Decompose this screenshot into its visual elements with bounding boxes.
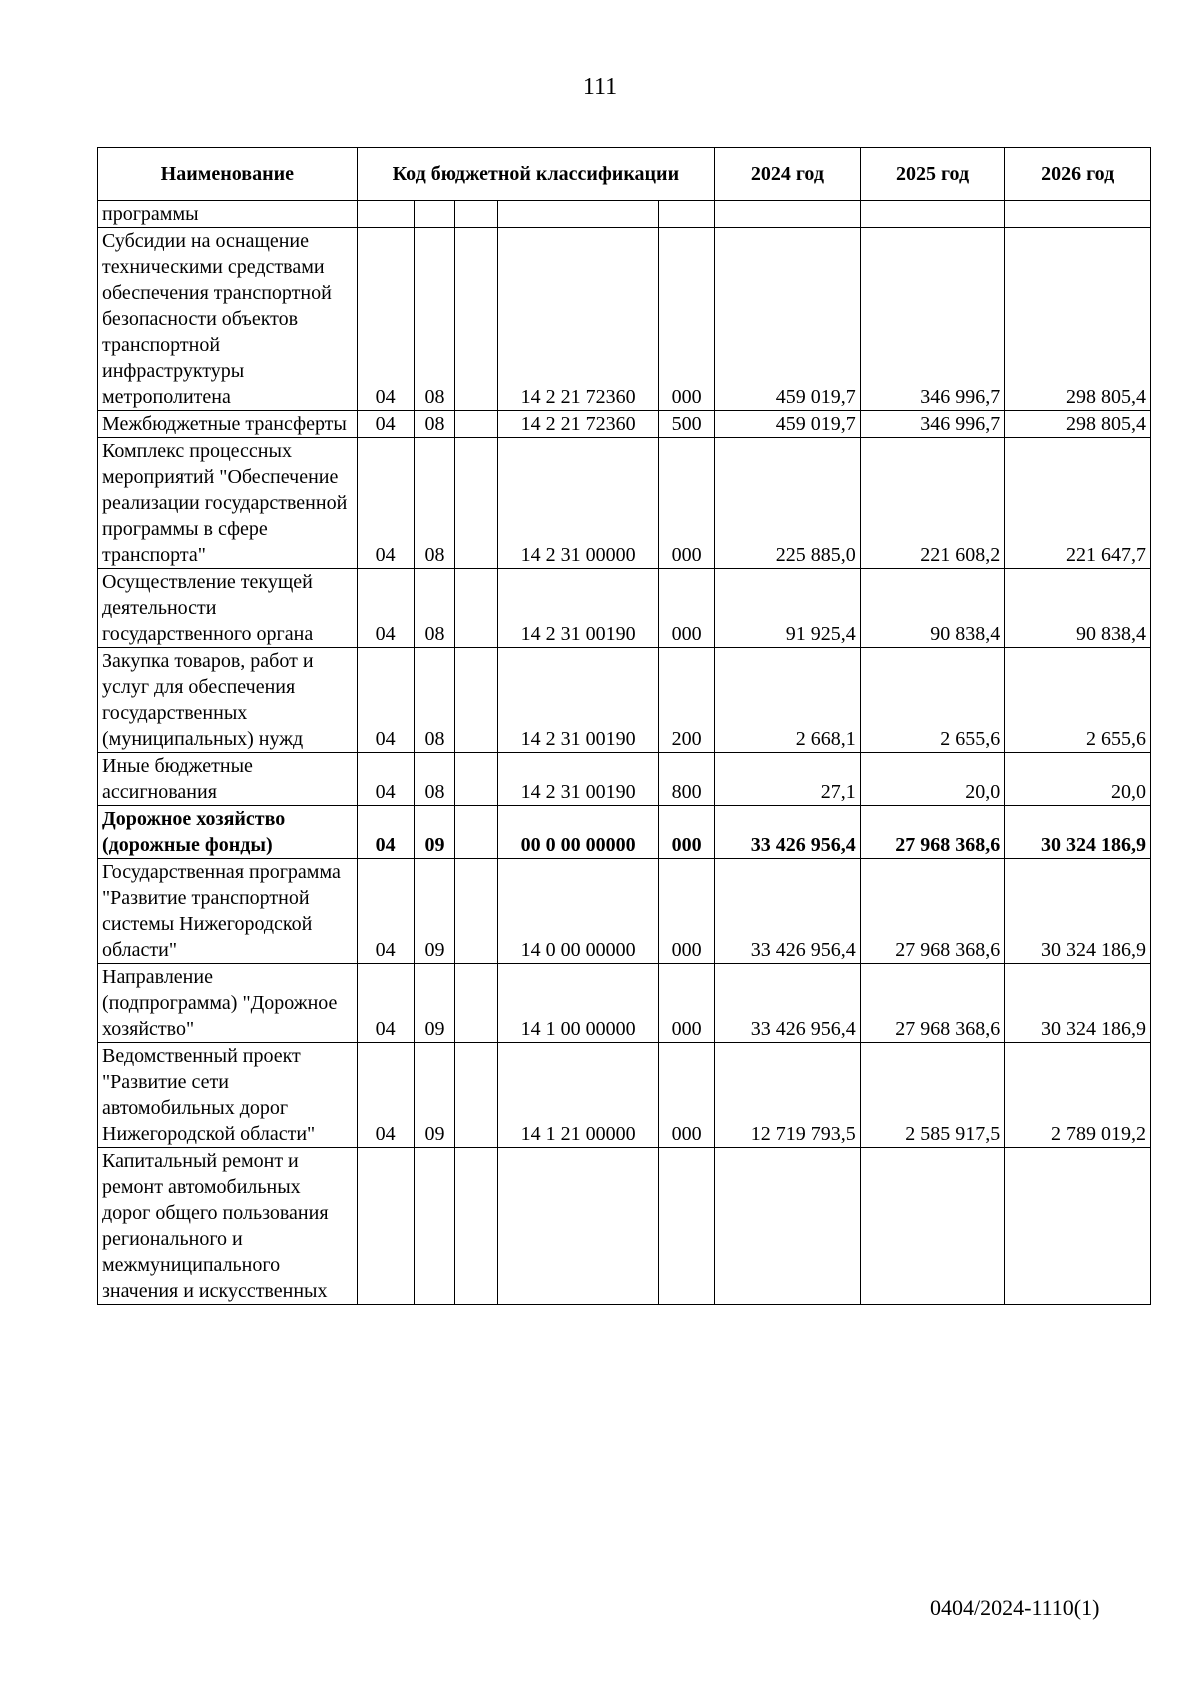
- row-value-2026: 90 838,4: [1005, 569, 1151, 648]
- row-value-2025: 27 968 368,6: [860, 806, 1005, 859]
- table-row: [98, 569, 1151, 648]
- row-name: Государственная программа "Развитие транспортной системы Нижегородской области": [98, 859, 358, 964]
- row-value-2024: 33 426 956,4: [715, 806, 861, 859]
- row-value-2026: 298 805,4: [1005, 228, 1151, 411]
- row-target-article: 14 2 21 72360: [498, 228, 659, 411]
- continuation-row: [98, 201, 1151, 228]
- row-spacer: [455, 753, 498, 806]
- row-section: 04: [357, 228, 414, 411]
- row-value-2026: 2 789 019,2: [1005, 1043, 1151, 1148]
- row-name: Капитальный ремонт и ремонт автомобильных дорог общего пользования регионального и межмуниципального значения и искусственных: [98, 1148, 358, 1305]
- row-value-2026: 20,0: [1005, 753, 1151, 806]
- row-spacer: [455, 1043, 498, 1148]
- row-expense-type: 000: [659, 438, 715, 569]
- row-value-2024: 459 019,7: [715, 411, 861, 438]
- row-target-article: 14 1 21 00000: [498, 1043, 659, 1148]
- row-spacer: [455, 859, 498, 964]
- row-expense-type: 000: [659, 1043, 715, 1148]
- row-section: [357, 1148, 414, 1305]
- table-row: [98, 859, 1151, 964]
- row-subsection: 08: [414, 569, 455, 648]
- row-target-article: 14 0 00 00000: [498, 859, 659, 964]
- table-row: [98, 648, 1151, 753]
- row-spacer: [455, 569, 498, 648]
- header-2026: 2026 год: [1005, 148, 1151, 201]
- row-name: Иные бюджетные ассигнования: [98, 753, 358, 806]
- row-section: 04: [357, 648, 414, 753]
- row-spacer: [455, 806, 498, 859]
- row-subsection: 09: [414, 964, 455, 1043]
- table-row: [98, 438, 1151, 569]
- row-expense-type: 000: [659, 964, 715, 1043]
- row-value-2025: 27 968 368,6: [860, 964, 1005, 1043]
- row-section: 04: [357, 964, 414, 1043]
- row-value-2026: 30 324 186,9: [1005, 964, 1151, 1043]
- row-spacer: [455, 438, 498, 569]
- row-target-article: [498, 1148, 659, 1305]
- table-row: [98, 806, 1151, 859]
- row-subsection: 09: [414, 806, 455, 859]
- document-code: 0404/2024-1110(1): [930, 1595, 1100, 1620]
- row-expense-type: 000: [659, 859, 715, 964]
- row-value-2026: [1005, 1148, 1151, 1305]
- row-value-2024: 33 426 956,4: [715, 859, 861, 964]
- row-value-2024: [715, 1148, 861, 1305]
- table-row: [98, 964, 1151, 1043]
- row-name: Ведомственный проект "Развитие сети автомобильных дорог Нижегородской области": [98, 1043, 358, 1148]
- row-subsection: 08: [414, 228, 455, 411]
- table-row: [98, 411, 1151, 438]
- row-subsection: 08: [414, 411, 455, 438]
- table-header-row: [98, 148, 1151, 201]
- row-name: Направление (подпрограмма) "Дорожное хозяйство": [98, 964, 358, 1043]
- row-expense-type: 000: [659, 569, 715, 648]
- row-target-article: 14 2 31 00190: [498, 753, 659, 806]
- header-2025: 2025 год: [860, 148, 1005, 201]
- row-value-2025: 346 996,7: [860, 228, 1005, 411]
- row-value-2024: 91 925,4: [715, 569, 861, 648]
- row-subsection: [414, 1148, 455, 1305]
- row-expense-type: 000: [659, 228, 715, 411]
- row-value-2026: 2 655,6: [1005, 648, 1151, 753]
- row-section: 04: [357, 806, 414, 859]
- table-row: [98, 228, 1151, 411]
- row-value-2024: 2 668,1: [715, 648, 861, 753]
- row-name: Дорожное хозяйство (дорожные фонды): [98, 806, 358, 859]
- row-value-2025: 90 838,4: [860, 569, 1005, 648]
- header-code: Код бюджетной классификации: [357, 148, 714, 201]
- row-expense-type: 000: [659, 806, 715, 859]
- row-target-article: 14 2 31 00190: [498, 569, 659, 648]
- row-value-2024: 33 426 956,4: [715, 964, 861, 1043]
- table-row: [98, 1148, 1151, 1305]
- row-value-2025: 27 968 368,6: [860, 859, 1005, 964]
- row-value-2026: 221 647,7: [1005, 438, 1151, 569]
- row-name: Комплекс процессных мероприятий "Обеспечение реализации государственной программы в сфере транспорта": [98, 438, 358, 569]
- row-value-2024: 12 719 793,5: [715, 1043, 861, 1148]
- row-value-2025: 2 585 917,5: [860, 1043, 1005, 1148]
- row-value-2026: 30 324 186,9: [1005, 806, 1151, 859]
- row-subsection: 08: [414, 648, 455, 753]
- budget-table: [97, 147, 1151, 1305]
- row-section: 04: [357, 438, 414, 569]
- row-value-2025: 2 655,6: [860, 648, 1005, 753]
- row-subsection: 08: [414, 753, 455, 806]
- row-target-article: 00 0 00 00000: [498, 806, 659, 859]
- row-target-article: 14 1 00 00000: [498, 964, 659, 1043]
- row-name: Закупка товаров, работ и услуг для обеспечения государственных (муниципальных) нужд: [98, 648, 358, 753]
- row-target-article: 14 2 31 00000: [498, 438, 659, 569]
- page-number: 111: [582, 74, 618, 100]
- row-value-2024: 27,1: [715, 753, 861, 806]
- row-value-2024: 225 885,0: [715, 438, 861, 569]
- row-value-2025: 20,0: [860, 753, 1005, 806]
- row-expense-type: 800: [659, 753, 715, 806]
- table-row: [98, 1043, 1151, 1148]
- row-section: 04: [357, 1043, 414, 1148]
- row-spacer: [455, 964, 498, 1043]
- row-value-2026: 298 805,4: [1005, 411, 1151, 438]
- table-row: [98, 753, 1151, 806]
- row-section: 04: [357, 859, 414, 964]
- row-value-2025: 346 996,7: [860, 411, 1005, 438]
- row-target-article: 14 2 31 00190: [498, 648, 659, 753]
- row-spacer: [455, 228, 498, 411]
- row-spacer: [455, 1148, 498, 1305]
- row-subsection: 08: [414, 438, 455, 569]
- row-expense-type: 200: [659, 648, 715, 753]
- row-subsection: 09: [414, 859, 455, 964]
- header-name: Наименование: [98, 148, 358, 201]
- row-value-2025: [860, 1148, 1005, 1305]
- row-spacer: [455, 411, 498, 438]
- row-value-2026: 30 324 186,9: [1005, 859, 1151, 964]
- row-name: Межбюджетные трансферты: [98, 411, 358, 438]
- row-subsection: 09: [414, 1043, 455, 1148]
- row-expense-type: [659, 1148, 715, 1305]
- row-section: 04: [357, 569, 414, 648]
- row-name: Субсидии на оснащение техническими средствами обеспечения транспортной безопасности объектов транспортной инфраструктуры метрополитена: [98, 228, 358, 411]
- row-spacer: [455, 648, 498, 753]
- row-value-2025: 221 608,2: [860, 438, 1005, 569]
- row-section: 04: [357, 753, 414, 806]
- row-target-article: 14 2 21 72360: [498, 411, 659, 438]
- row-value-2024: 459 019,7: [715, 228, 861, 411]
- row-name: Осуществление текущей деятельности государственного органа: [98, 569, 358, 648]
- row-section: 04: [357, 411, 414, 438]
- continuation-text: программы: [98, 201, 358, 228]
- row-expense-type: 500: [659, 411, 715, 438]
- header-2024: 2024 год: [715, 148, 861, 201]
